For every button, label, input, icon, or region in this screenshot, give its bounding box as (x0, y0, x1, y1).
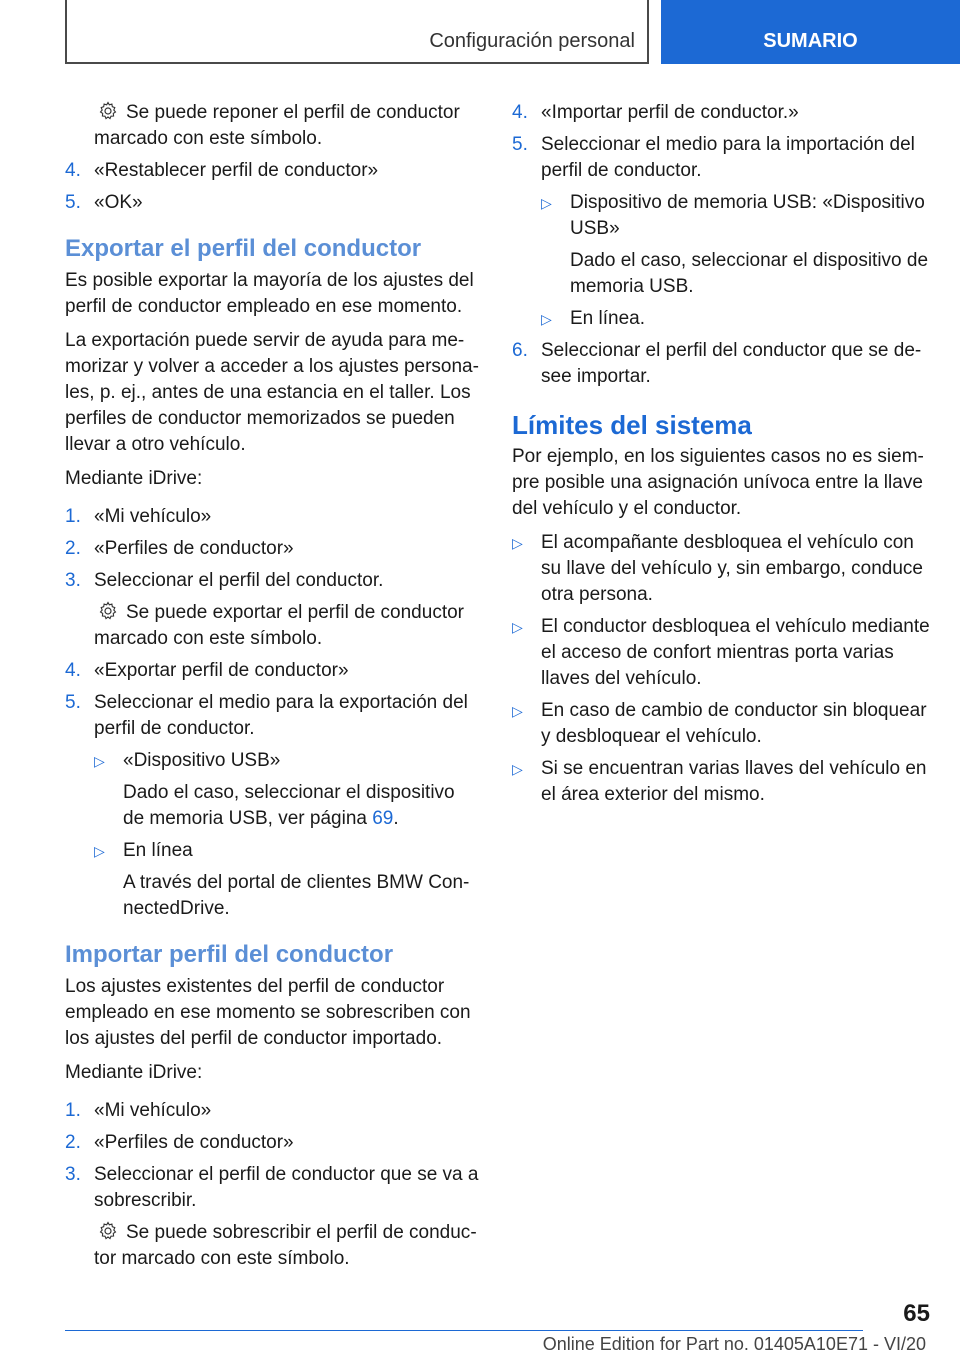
page-number: 65 (903, 1300, 930, 1327)
paragraph: Mediante iDrive: (65, 468, 203, 489)
list-item: 3. Seleccionar el perfil del conductor. (65, 570, 384, 591)
bullet-item: ▷ El acompañante desbloquea el vehículo con su llave del vehículo y, sin embargo, conduce otra persona. (512, 530, 930, 608)
triangle-bullet-icon: ▷ (94, 753, 105, 769)
bullet-item: ▷ En línea (65, 838, 480, 864)
section-title: Configuración personal (429, 30, 635, 52)
list-item: 5. Seleccionar el medio para la exportación del perfil de conductor. (65, 692, 468, 739)
sumario-button[interactable]: SUMARIO (661, 0, 960, 64)
list-item: 2. «Perfiles de conductor» (65, 538, 294, 559)
triangle-bullet-icon: ▷ (541, 311, 552, 327)
gear-icon (98, 101, 118, 121)
bullet-item: ▷ Si se encuentran varias llaves del vehículo en el área exterior del mismo. (512, 756, 930, 808)
online-detail: A través del portal de clientes BMW ConnectedDrive. (123, 872, 470, 919)
triangle-bullet-icon: ▷ (512, 535, 523, 551)
bullet-item: ▷ En caso de cambio de conductor sin bloquear y desbloquear el vehículo. (512, 698, 930, 750)
triangle-bullet-icon: ▷ (541, 195, 552, 211)
list-item: 4. «Restablecer perfil de conductor» (65, 160, 379, 181)
gear-icon (98, 1221, 118, 1241)
list-item: 6. Seleccionar el perfil del conductor que se desee importar. (512, 340, 922, 387)
paragraph: Por ejemplo, en los siguientes casos no es siempre posible una asignación unívoca entre la llave del vehículo y el conductor. (512, 446, 924, 519)
left-column (65, 100, 480, 1278)
list-item: 1. «Mi vehículo» (65, 1100, 212, 1121)
bullet-item: ▷ «Dispositivo USB» (65, 748, 480, 774)
paragraph: Es posible exportar la mayoría de los ajustes del perfil de conductor empleado en ese momento. (65, 270, 474, 317)
triangle-bullet-icon: ▷ (94, 843, 105, 859)
footer-edition: Online Edition for Part no. 01405A10E71 - VI/20 (542, 1334, 926, 1354)
paragraph: Mediante iDrive: (65, 1062, 203, 1083)
restore-note: Se puede reponer el perfil de conductor marcado con este símbolo. (94, 102, 460, 149)
triangle-bullet-icon: ▷ (512, 703, 523, 719)
header-tab (65, 0, 649, 64)
right-column (512, 100, 930, 814)
bullet-item: ▷ El conductor desbloquea el vehículo mediante el acceso de confort mientras porta varias llaves del vehículo. (512, 614, 930, 692)
import-heading: Importar perfil del conductor (65, 941, 394, 968)
list-item: 5. Seleccionar el medio para la importación del perfil de conductor. (512, 134, 915, 181)
gear-icon (98, 601, 118, 621)
triangle-bullet-icon: ▷ (512, 761, 523, 777)
list-item: 5. «OK» (65, 192, 143, 213)
export-note: Se puede exportar el perfil de conductor marcado con este símbolo. (94, 602, 464, 649)
limits-heading: Límites del sistema (512, 410, 752, 440)
list-item: 3. Seleccionar el perfil de conductor que se va a sobrescribir. (65, 1164, 479, 1211)
list-item: 2. «Perfiles de conductor» (65, 1132, 294, 1153)
list-item: 4. «Importar perfil de conductor.» (512, 102, 799, 123)
triangle-bullet-icon: ▷ (512, 619, 523, 635)
bullet-item: ▷ En línea. (512, 306, 930, 332)
page-link[interactable]: 69 (372, 808, 394, 829)
list-item: 4. «Exportar perfil de conductor» (65, 660, 349, 681)
usb-detail: Dado el caso, seleccionar el dispositivo de memoria USB, ver página 69. (123, 782, 455, 829)
list-item: 1. «Mi vehículo» (65, 506, 212, 527)
paragraph: La exportación puede servir de ayuda para memorizar y volver a acceder a los ajustes personales, p. ej., antes de una estancia en el taller. Los perfiles de conductor memorizados se pueden llevar a otro vehículo. (65, 330, 479, 455)
paragraph: Los ajustes existentes del perfil de conductor empleado en ese momento se sobrescriben con los ajustes del perfil de conductor importado. (65, 976, 471, 1049)
bullet-item: ▷ Dispositivo de memoria USB: «Dispositivo USB» (512, 190, 930, 242)
import-note: Se puede sobrescribir el perfil de conductor marcado con este símbolo. (94, 1222, 477, 1269)
usb-detail: Dado el caso, seleccionar el dispositivo de memoria USB. (570, 250, 929, 297)
export-heading: Exportar el perfil del conductor (65, 235, 422, 262)
footer-divider (65, 1330, 863, 1331)
